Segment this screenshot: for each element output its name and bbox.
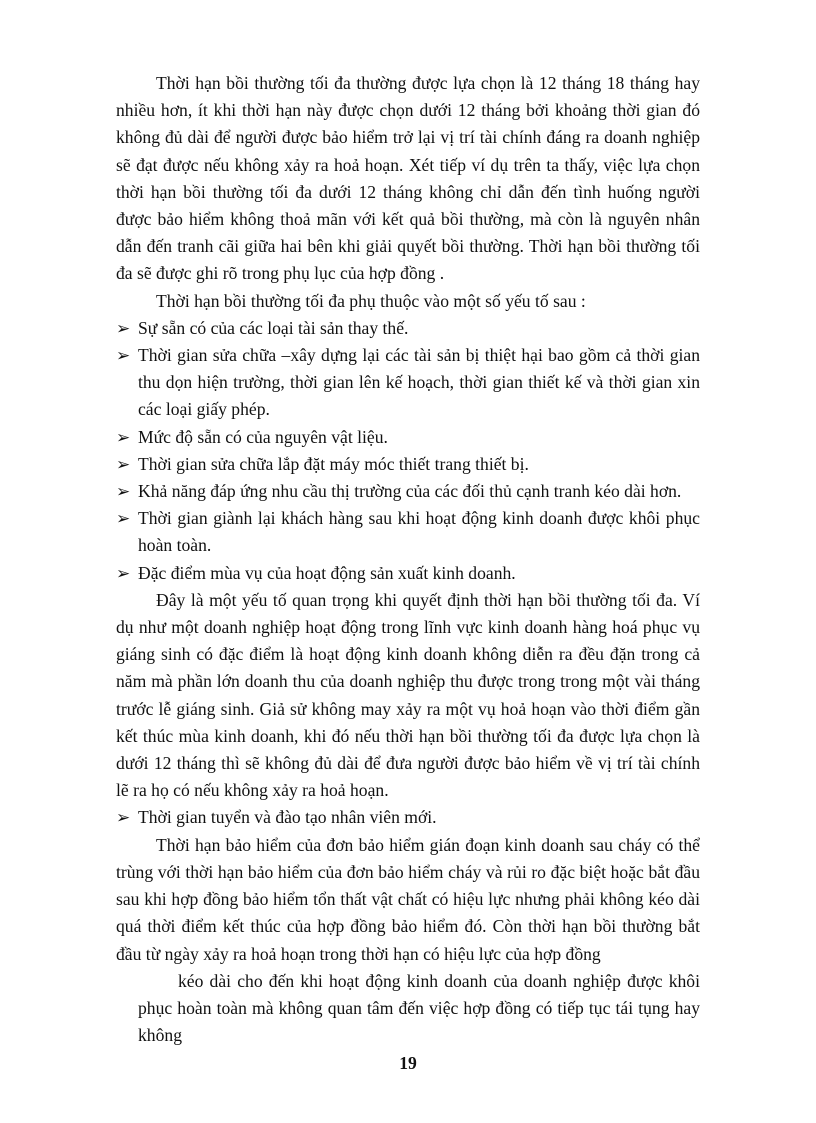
bullet-text: Thời gian giành lại khách hàng sau khi hoạt động kinh doanh được khôi phục hoàn toàn. (138, 508, 700, 556)
bullet-text: Đặc điểm mùa vụ của hoạt động sản xuất kinh doanh. (138, 562, 516, 583)
bullet-item (116, 560, 700, 587)
bullet-item (116, 804, 700, 831)
bullet-item (116, 424, 700, 451)
arrow-bullet-icon: ➢ (116, 454, 131, 474)
arrow-bullet-icon: ➢ (116, 563, 131, 583)
bullet-item (116, 342, 700, 424)
bullet-item (116, 315, 700, 342)
bullet-text: Mức độ sẵn có của nguyên vật liệu. (138, 426, 388, 447)
page-body (116, 70, 700, 1049)
paragraph: Thời hạn bồi thường tối đa phụ thuộc vào một số yếu tố sau : (156, 290, 586, 311)
bullet-text: Thời gian sửa chữa lắp đặt máy móc thiết trang thiết bị. (138, 453, 529, 474)
bullet-item (116, 478, 700, 505)
bullet-item (116, 505, 700, 559)
arrow-bullet-icon: ➢ (116, 482, 131, 502)
arrow-bullet-icon: ➢ (116, 427, 131, 447)
paragraph: kéo dài cho đến khi hoạt động kinh doanh của doanh nghiệp được khôi phục hoàn toàn mà không quan tâm đến việc hợp đồng có tiếp tục tái tụng hay không (138, 970, 700, 1046)
bullet-text: Khả năng đáp ứng nhu cầu thị trường của các đối thủ cạnh tranh kéo dài hơn. (138, 481, 682, 502)
paragraph: Thời hạn bồi thường tối đa thường được lựa chọn là 12 tháng 18 tháng hay nhiều hơn, ít khi thời hạn này được chọn dưới 12 tháng bởi khoảng thời gian đó không đủ dài để người được bảo hiểm trở lại vị trí tài chính đáng ra doanh nghiệp sẽ đạt được nếu không xảy ra hoả hoạn. Xét tiếp ví dụ trên ta thấy, việc lựa chọn thời hạn bồi thường tối đa dưới 12 tháng không chỉ dẫn đến tình huống người được bảo hiểm không thoả mãn với kết quả bồi thường, mà còn là nguyên nhân dẫn đến tranh cãi giữa hai bên khi giải quyết bồi thường. Thời hạn bồi thường tối đa sẽ được ghi rõ trong phụ lục của hợp đồng . (116, 73, 700, 284)
bullet-text: Sự sẵn có của các loại tài sản thay thế. (138, 317, 409, 338)
arrow-bullet-icon: ➢ (116, 346, 131, 366)
arrow-bullet-icon: ➢ (116, 318, 131, 338)
bullet-text: Thời gian tuyển và đào tạo nhân viên mới. (138, 807, 437, 828)
arrow-bullet-icon: ➢ (116, 808, 131, 828)
paragraph: Thời hạn bảo hiểm của đơn bảo hiểm gián đoạn kinh doanh sau cháy có thể trùng với thời hạn bảo hiểm của đơn bảo hiểm cháy và rủi ro đặc biệt hoặc bắt đầu sau khi hợp đồng bảo hiểm tổn thất vật chất có hiệu lực nhưng phải không kéo dài quá thời điểm kết thúc của hợp đồng bảo hiểm đó. Còn thời hạn bồi thường bắt đầu từ ngày xảy ra hoả hoạn trong thời hạn có hiệu lực của hợp đồng (116, 834, 700, 964)
paragraph: Đây là một yếu tố quan trọng khi quyết định thời hạn bồi thường tối đa. Ví dụ như một doanh nghiệp hoạt động trong lĩnh vực kinh doanh hàng hoá phục vụ giáng sinh có đặc điểm là hoạt động kinh doanh không diễn ra đều đặn trong cả năm mà phần lớn doanh thu của doanh nghiệp thu được trong trong một vài tháng trước lễ giáng sinh. Giả sử không may xảy ra một vụ hoả hoạn vào thời điểm gần kết thúc mùa kinh doanh, khi đó nếu thời hạn bồi thường tối đa được lựa chọn là dưới 12 tháng thì sẽ không đủ dài để đưa người được bảo hiểm về vị trí tài chính lẽ ra họ có nếu không xảy ra hoả hoạn. (116, 589, 700, 801)
arrow-bullet-icon: ➢ (116, 509, 131, 529)
page-number: 19 (399, 1053, 417, 1073)
bullet-item (116, 451, 700, 478)
bullet-text: Thời gian sửa chữa –xây dựng lại các tài sản bị thiệt hại bao gồm cả thời gian thu dọn hiện trường, thời gian lên kế hoạch, thời gian thiết kế và thời gian xin các loại giấy phép. (138, 345, 700, 420)
